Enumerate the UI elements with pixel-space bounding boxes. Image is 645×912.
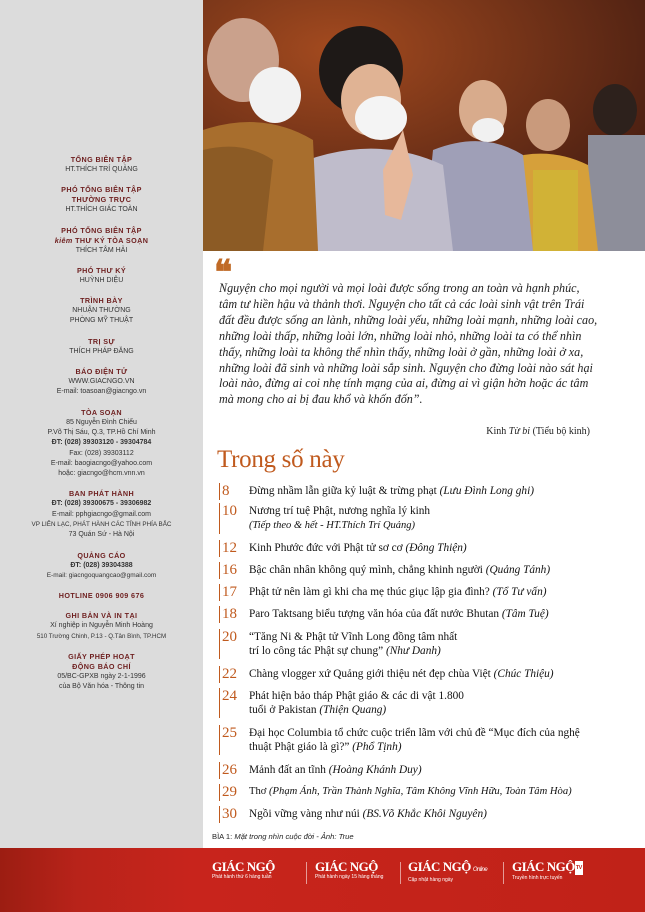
toc-title: Mảnh đất an tĩnh bbox=[249, 764, 326, 776]
masthead-block-office bbox=[6, 408, 197, 480]
masthead-heading: PHÓ TỔNG BIÊN TẬP THƯỜNG TRỰC bbox=[61, 185, 142, 205]
masthead-heading-em: kiêm bbox=[54, 235, 73, 245]
email-link[interactable]: E-mail: toasoan@giacngo.vn bbox=[56, 388, 147, 396]
toc-page-number: 25 bbox=[219, 725, 249, 755]
toc-page-number: 26 bbox=[219, 762, 249, 779]
toc-item[interactable] bbox=[219, 666, 619, 683]
toc-title: Ngồi vững vàng như núi bbox=[249, 808, 360, 820]
publication-logo-text: GIÁC NGỘ bbox=[512, 859, 575, 874]
quote-source-part: (Tiểu bộ kinh) bbox=[530, 426, 590, 437]
toc-title: Bậc chân nhân không quý mình, chẳng khinh người bbox=[249, 564, 483, 576]
toc-page-number: 20 bbox=[219, 629, 249, 659]
toc-page-number: 24 bbox=[219, 688, 249, 718]
publication-logo bbox=[408, 860, 487, 877]
masthead-block-deputy-standing bbox=[6, 185, 197, 215]
tv-badge: TV bbox=[575, 861, 583, 875]
masthead-line: THÍCH TÂM HẢI bbox=[75, 246, 128, 254]
masthead-line: P.Võ Thị Sáu, Q.3, TP.Hồ Chí Minh bbox=[47, 428, 156, 436]
masthead-line: HUỲNH DIỆU bbox=[79, 276, 124, 284]
masthead-block-editor-in-chief bbox=[6, 155, 197, 175]
toc-title: Paro Taktsang biểu tượng văn hóa của đất nước Bhutan bbox=[249, 608, 500, 620]
masthead-line: HT.THÍCH TRÍ QUẢNG bbox=[65, 166, 138, 173]
toc-item[interactable] bbox=[219, 762, 619, 779]
masthead-line: Xí nghiệp in Nguyễn Minh Hoàng bbox=[50, 622, 153, 630]
toc-author: (Quảng Tánh) bbox=[485, 564, 551, 576]
toc-author: (Tâm Tuệ) bbox=[501, 608, 549, 620]
toc-item[interactable] bbox=[219, 584, 619, 601]
masthead-line: 73 Quán Sứ - Hà Nội bbox=[68, 531, 135, 539]
masthead-line: NHUẬN THƯỜNG bbox=[72, 307, 131, 315]
toc-title: Đừng nhầm lẫn giữa kỷ luật & trừng phạt bbox=[249, 485, 437, 497]
hotline: HOTLINE 0906 909 676 bbox=[58, 591, 145, 601]
toc-author: (BS.Võ Khắc Khôi Nguyên) bbox=[362, 808, 487, 820]
masthead-column bbox=[0, 0, 203, 848]
footer-divider bbox=[306, 862, 307, 884]
toc-page-number: 17 bbox=[219, 584, 249, 601]
toc-item[interactable] bbox=[219, 483, 619, 500]
quote-text: Nguyện cho mọi người và mọi loài được sống trong an toàn và hạnh phúc, tâm tư hiền hậu và thảnh thơi. Nguyện cho tất cả các loài sinh vật trên Trái đất đều được sống an lành, những loài yếu, những loài mạnh, những loài cao, những loài thấp, những loài lớn, những loài nhỏ, những loài ta có thể nhìn thấy, những loài ta không thể nhìn thấy, những loài ở gần, những loài ở xa, những loài đã sinh và những loài sắp sinh. Nguyện cho đừng loài nào sát hại loài nào, đừng ai coi nhẹ tính mạng của ai, đừng ai vì giận hờn hoặc ác tâm mà mong cho ai bị đau khổ và khốn đốn”. bbox=[219, 281, 598, 407]
publication-online[interactable] bbox=[408, 860, 487, 902]
toc-title: Phật tử nên làm gì khi cha mẹ thúc giục lập gia đình? bbox=[249, 586, 490, 598]
masthead-line: PHÒNG MỸ THUẬT bbox=[69, 317, 134, 325]
masthead-heading: TRỊ SỰ bbox=[88, 336, 115, 346]
toc-author: (Tổ Tư vấn) bbox=[492, 586, 547, 598]
footer-divider bbox=[400, 862, 401, 884]
masthead-phone: ĐT: (028) 39303120 - 39304784 bbox=[51, 439, 152, 447]
contents-title: Trong số này bbox=[217, 446, 345, 473]
publication-logo: GIÁC NGỘ bbox=[315, 859, 378, 874]
email-link[interactable]: E-mail: pphgiacngo@gmail.com bbox=[52, 510, 151, 518]
toc-item[interactable] bbox=[219, 629, 619, 659]
masthead-block-deputy-secretary bbox=[6, 226, 197, 256]
quote-source bbox=[400, 426, 590, 437]
masthead-heading: TỔNG BIÊN TẬP bbox=[70, 155, 133, 164]
masthead-block-online bbox=[6, 367, 197, 398]
masthead-block-license bbox=[6, 652, 197, 693]
email-link[interactable]: hoặc: giacngo@hcm.vnn.vn bbox=[58, 470, 145, 478]
masthead-heading: GHI BẢN VÀ IN TẠI bbox=[65, 611, 138, 621]
toc-item[interactable] bbox=[219, 806, 619, 823]
publication-tagline: Phát hành thứ 6 hàng tuần bbox=[212, 874, 272, 880]
cover-caption bbox=[212, 832, 354, 841]
footer-divider bbox=[503, 862, 504, 884]
toc-title: Đại học Columbia tổ chức cuộc triển lãm với chủ đề “Mục đích của nghệ thuật Phật giáo là gì?” bbox=[249, 727, 580, 754]
masthead-block-vice-secretary bbox=[6, 266, 197, 286]
toc-author: (Hoàng Khánh Duy) bbox=[328, 764, 422, 776]
toc-author: (Phạm Ánh, Trần Thành Nghĩa, Tâm Không Vĩnh Hữu, Toàn Tâm Hòa) bbox=[269, 786, 572, 797]
masthead-block-advertising bbox=[6, 551, 197, 582]
cover-caption-value: Mặt trong nhìn cuộc đời - Ảnh: True bbox=[234, 832, 354, 841]
toc-author: (Đông Thiện) bbox=[405, 542, 467, 554]
masthead-block-distribution bbox=[6, 489, 197, 540]
publication-logo bbox=[512, 860, 583, 875]
toc-author: (Thiện Quang) bbox=[319, 704, 387, 717]
toc-page-number: 22 bbox=[219, 666, 249, 683]
toc-author: (Lưu Đình Long ghi) bbox=[439, 485, 534, 497]
praying-monks-illustration bbox=[203, 0, 645, 251]
quote-source-part: Kinh bbox=[486, 426, 509, 437]
cover-caption-label: BÌA 1: bbox=[212, 832, 235, 841]
masthead-line: 85 Nguyễn Đình Chiểu bbox=[66, 418, 137, 426]
toc-title: Phát hiện bảo tháp Phật giáo & các di vật 1.800 tuổi ở Pakistan bbox=[249, 690, 464, 717]
toc-item[interactable] bbox=[219, 606, 619, 623]
masthead-line: THÍCH PHÁP ĐĂNG bbox=[69, 347, 134, 355]
masthead-heading bbox=[6, 226, 197, 246]
quote-mark-icon: ❝ bbox=[214, 253, 233, 293]
toc-title: Chàng vlogger xứ Quảng giới thiệu nét đẹp chùa Việt bbox=[249, 668, 491, 680]
publication-logo-sub: Online bbox=[472, 867, 488, 873]
publication-logo-text: GIÁC NGỘ bbox=[408, 859, 471, 874]
toc-page-number: 16 bbox=[219, 562, 249, 579]
toc-item[interactable] bbox=[219, 562, 619, 579]
toc-author: (Tiếp theo & hết - HT.Thích Trí Quảng) bbox=[249, 520, 416, 532]
masthead-phone: ĐT: (028) 39304388 bbox=[70, 561, 133, 569]
publication-logo: GIÁC NGỘ bbox=[212, 859, 275, 874]
toc-page-number: 18 bbox=[219, 606, 249, 623]
toc-page-number: 10 bbox=[219, 503, 249, 534]
toc-title: Kinh Phước đức với Phật tử sơ cơ bbox=[249, 542, 403, 554]
toc-item[interactable] bbox=[219, 540, 619, 557]
toc-title: Nương trí tuệ Phật, nương nghĩa lý kinh bbox=[249, 505, 431, 517]
masthead-line: của Bộ Văn hóa - Thông tin bbox=[58, 683, 145, 691]
masthead-block-design bbox=[6, 296, 197, 327]
toc-item[interactable] bbox=[219, 503, 619, 534]
toc-title: “Tăng Ni & Phật tử Vĩnh Long đồng tâm nhất trí lo công tác Phật sự chung” bbox=[249, 631, 458, 658]
toc-item[interactable] bbox=[219, 725, 619, 755]
masthead-heading: QUẢNG CÁO bbox=[77, 550, 126, 560]
masthead-block-printing bbox=[6, 611, 197, 642]
publication-tagline: Cập nhật hàng ngày bbox=[408, 877, 454, 883]
website-link[interactable]: WWW.GIACNGO.VN bbox=[68, 378, 135, 386]
toc-page-number: 30 bbox=[219, 806, 249, 823]
masthead-line: Fax: (028) 39303112 bbox=[69, 449, 134, 457]
toc-page-number: 29 bbox=[219, 784, 249, 801]
publication-monthly[interactable] bbox=[315, 860, 383, 902]
quote-source-title: Từ bi bbox=[508, 426, 531, 437]
masthead-line: HT.THÍCH GIÁC TOÀN bbox=[65, 206, 138, 214]
masthead-line: 05/BC-GPXB ngày 2-1-1996 bbox=[57, 672, 146, 680]
masthead-heading: BÁO ĐIỆN TỬ bbox=[75, 367, 128, 377]
masthead-heading: TÒA SOẠN bbox=[81, 407, 122, 417]
masthead-heading: PHÓ THƯ KÝ bbox=[76, 265, 127, 275]
publication-weekly[interactable] bbox=[212, 860, 275, 902]
email-link[interactable]: E-mail: giacngoquangcao@gmail.com bbox=[46, 571, 157, 579]
toc-item[interactable] bbox=[219, 688, 619, 718]
masthead-block-administration bbox=[6, 337, 197, 357]
masthead-phone: ĐT: (028) 39300675 - 39306982 bbox=[51, 500, 152, 508]
masthead-line: VP LIÊN LẠC, PHÁT HÀNH CÁC TỈNH PHÍA BẮC bbox=[31, 521, 172, 529]
toc-author: (Phổ Tịnh) bbox=[352, 741, 402, 754]
masthead-heading-part: PHÓ TỔNG BIÊN TẬP bbox=[61, 225, 142, 235]
masthead-block-hotline bbox=[6, 591, 197, 601]
toc-title: Thơ bbox=[249, 786, 267, 797]
masthead-heading: BAN PHÁT HÀNH bbox=[68, 489, 135, 499]
publication-tagline: Truyền hình trực tuyến bbox=[512, 875, 563, 881]
toc-author: (Chúc Thiệu) bbox=[493, 668, 554, 680]
masthead-heading-part: THƯ KÝ TÒA SOẠN bbox=[75, 235, 149, 245]
toc-page-number: 8 bbox=[219, 483, 249, 500]
publication-tv[interactable] bbox=[512, 860, 583, 902]
masthead-line: 510 Trường Chinh, P.13 - Q.Tân Bình, TP.HCM bbox=[36, 632, 167, 640]
masthead-heading: TRÌNH BÀY bbox=[80, 296, 123, 306]
email-link[interactable]: E-mail: baogiacngo@yahoo.com bbox=[50, 459, 153, 467]
toc-item[interactable] bbox=[219, 784, 619, 801]
cover-photo bbox=[203, 0, 645, 251]
toc-author: (Như Danh) bbox=[385, 645, 441, 658]
publication-tagline: Phát hành ngày 15 hàng tháng bbox=[315, 874, 384, 880]
toc-page-number: 12 bbox=[219, 540, 249, 557]
masthead-heading: GIẤY PHÉP HOẠT ĐỘNG BÁO CHÍ bbox=[68, 651, 135, 671]
